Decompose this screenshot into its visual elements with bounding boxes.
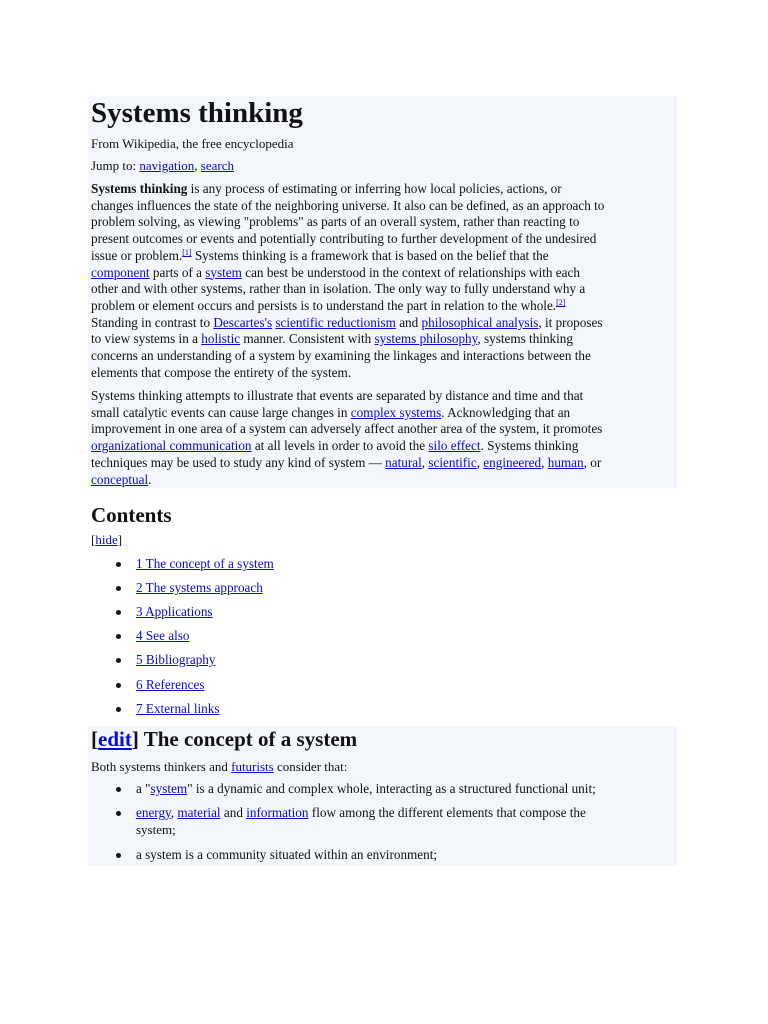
system-link[interactable]: system [205,264,242,280]
hide-toc-link[interactable]: hide [95,532,118,547]
lead-text: issue or problem. [91,247,183,263]
silo-effect-link[interactable]: silo effect [428,438,481,454]
lead-bold-term: Systems thinking [91,181,188,196]
bullet-icon [116,658,121,663]
lead-text: Systems thinking is a framework that is based on the belief that the [191,247,549,263]
conceptual-link[interactable]: conceptual [91,471,149,487]
lead-paragraph [91,181,681,381]
toc-link-approach[interactable]: 2 The systems approach [136,580,263,595]
lead-text: can best be understood in the context of relationships with each [241,264,580,280]
bracket: ] [131,727,139,751]
bullet-icon [116,787,121,792]
paragraph-text: . [148,471,152,487]
information-link[interactable]: information [246,805,309,820]
descartes-link[interactable]: Descartes's [213,314,273,330]
scientific-reductionism-link[interactable]: scientific reductionism [275,314,396,330]
paragraph-text: . Acknowledging that an [441,404,571,420]
list-text: , [170,805,178,820]
toc-link-concept[interactable]: 1 The concept of a system [136,556,274,571]
toc-link-see-also[interactable]: 4 See also [136,628,190,643]
lead-text: to view systems in a [91,331,202,347]
jump-separator: , [194,158,201,173]
lead-text: , it proposes [538,314,603,330]
philosophical-analysis-link[interactable]: philosophical analysis [421,314,539,330]
paragraph-text: Both systems thinkers and [91,759,232,774]
list-text-continued: system; [136,822,176,837]
section-heading-concept [91,725,357,753]
lead-text: , systems thinking [477,331,573,347]
paragraph-text: , [421,454,429,470]
list-text: flow among the different elements that compose the [308,805,586,820]
natural-link[interactable]: natural [385,454,422,470]
paragraph-text: Systems thinking attempts to illustrate that events are separated by distance and time and that [91,388,584,403]
futurists-link[interactable]: futurists [231,759,274,774]
human-link[interactable]: human [547,454,584,470]
lead-text: Standing in contrast to [91,314,214,330]
complex-systems-link[interactable]: complex systems [350,404,442,420]
lead-text: is any process of estimating or inferring how local policies, actions, or [187,181,562,196]
list-text: a " [136,781,151,796]
bullet-icon [116,707,121,712]
engineered-link[interactable]: engineered [483,454,542,470]
scientific-link[interactable]: scientific [428,454,477,470]
list-text: a system is a community situated within an environment; [136,847,438,862]
material-link[interactable]: material [177,805,221,820]
bullet-icon [116,683,121,688]
list-text: and [220,805,247,820]
citation-link-1[interactable]: [1] [182,247,192,257]
paragraph-text: , [541,454,548,470]
toc-toggle [91,532,122,549]
lead-text: manner. Consistent with [240,331,375,347]
paragraph-text: , or [583,454,602,470]
search-link[interactable]: search [200,158,234,173]
lead-text: parts of a [149,264,206,280]
paragraph-text: improvement in one area of a system can adversely affect another area of the system, it promotes [91,421,603,437]
toc-link-applications[interactable]: 3 Applications [136,604,213,619]
system-link-2[interactable]: system [150,781,188,796]
paragraph-text: . Systems thinking [480,438,579,454]
paragraph-text: small catalytic events can cause large changes in [91,404,351,420]
paragraph-text: techniques may be used to study any kind of system — [91,454,386,470]
lead-text: present outcomes or events and potentially contributing to further development of the undesired [91,231,597,247]
bracket: ] [117,532,123,547]
bullet-icon [116,634,121,639]
lead-text: problem solving, as viewing "problems" as parts of an overall system, rather than reacting to [91,214,580,230]
bullet-icon [116,586,121,591]
section-title: The concept of a system [138,727,358,751]
organizational-communication-link[interactable]: organizational communication [91,438,252,454]
section-intro [91,759,347,776]
lead-text: elements that compose the entirety of the system. [91,364,352,380]
paragraph-text: consider that: [273,759,348,774]
holistic-link[interactable]: holistic [201,331,241,347]
energy-link[interactable]: energy [136,805,171,820]
toc-link-external-links[interactable]: 7 External links [136,701,220,716]
navigation-link[interactable]: navigation [139,158,195,173]
site-subtitle: From Wikipedia, the free encyclopedia [91,136,294,151]
lead-text: changes influences the state of the neighboring universe. It also can be defined, as an approach to [91,197,605,213]
bullet-icon [116,562,121,567]
lead-text: concerns an understanding of a system by examining the linkages and interactions between the [91,348,591,364]
toc-link-references[interactable]: 6 References [136,677,205,692]
second-paragraph [91,388,681,488]
lead-text: and [395,314,422,330]
bullet-icon [116,811,121,816]
bullet-icon [116,610,121,615]
contents-heading: Contents [91,503,172,527]
lead-text: other and with other systems, rather than in isolation. The only way to fully understand why a [91,281,586,297]
jump-to [91,158,234,175]
paragraph-text: , [476,454,484,470]
lead-text: problem or element occurs and persists is to understand the part in relation to the whole. [91,297,557,313]
citation-link-2[interactable]: [2] [556,297,566,307]
toc-link-bibliography[interactable]: 5 Bibliography [136,652,216,667]
bracket: [ [91,727,98,751]
page-title: Systems thinking [91,97,303,129]
edit-section-link[interactable]: edit [98,727,132,751]
bracket: [ [91,532,96,547]
component-link[interactable]: component [91,264,150,280]
jump-prefix: Jump to: [91,158,140,173]
systems-philosophy-link[interactable]: systems philosophy [374,331,478,347]
bullet-icon [116,853,121,858]
paragraph-text: at all levels in order to avoid the [251,438,429,454]
list-text: " is a dynamic and complex whole, interacting as a structured functional unit; [187,781,596,796]
